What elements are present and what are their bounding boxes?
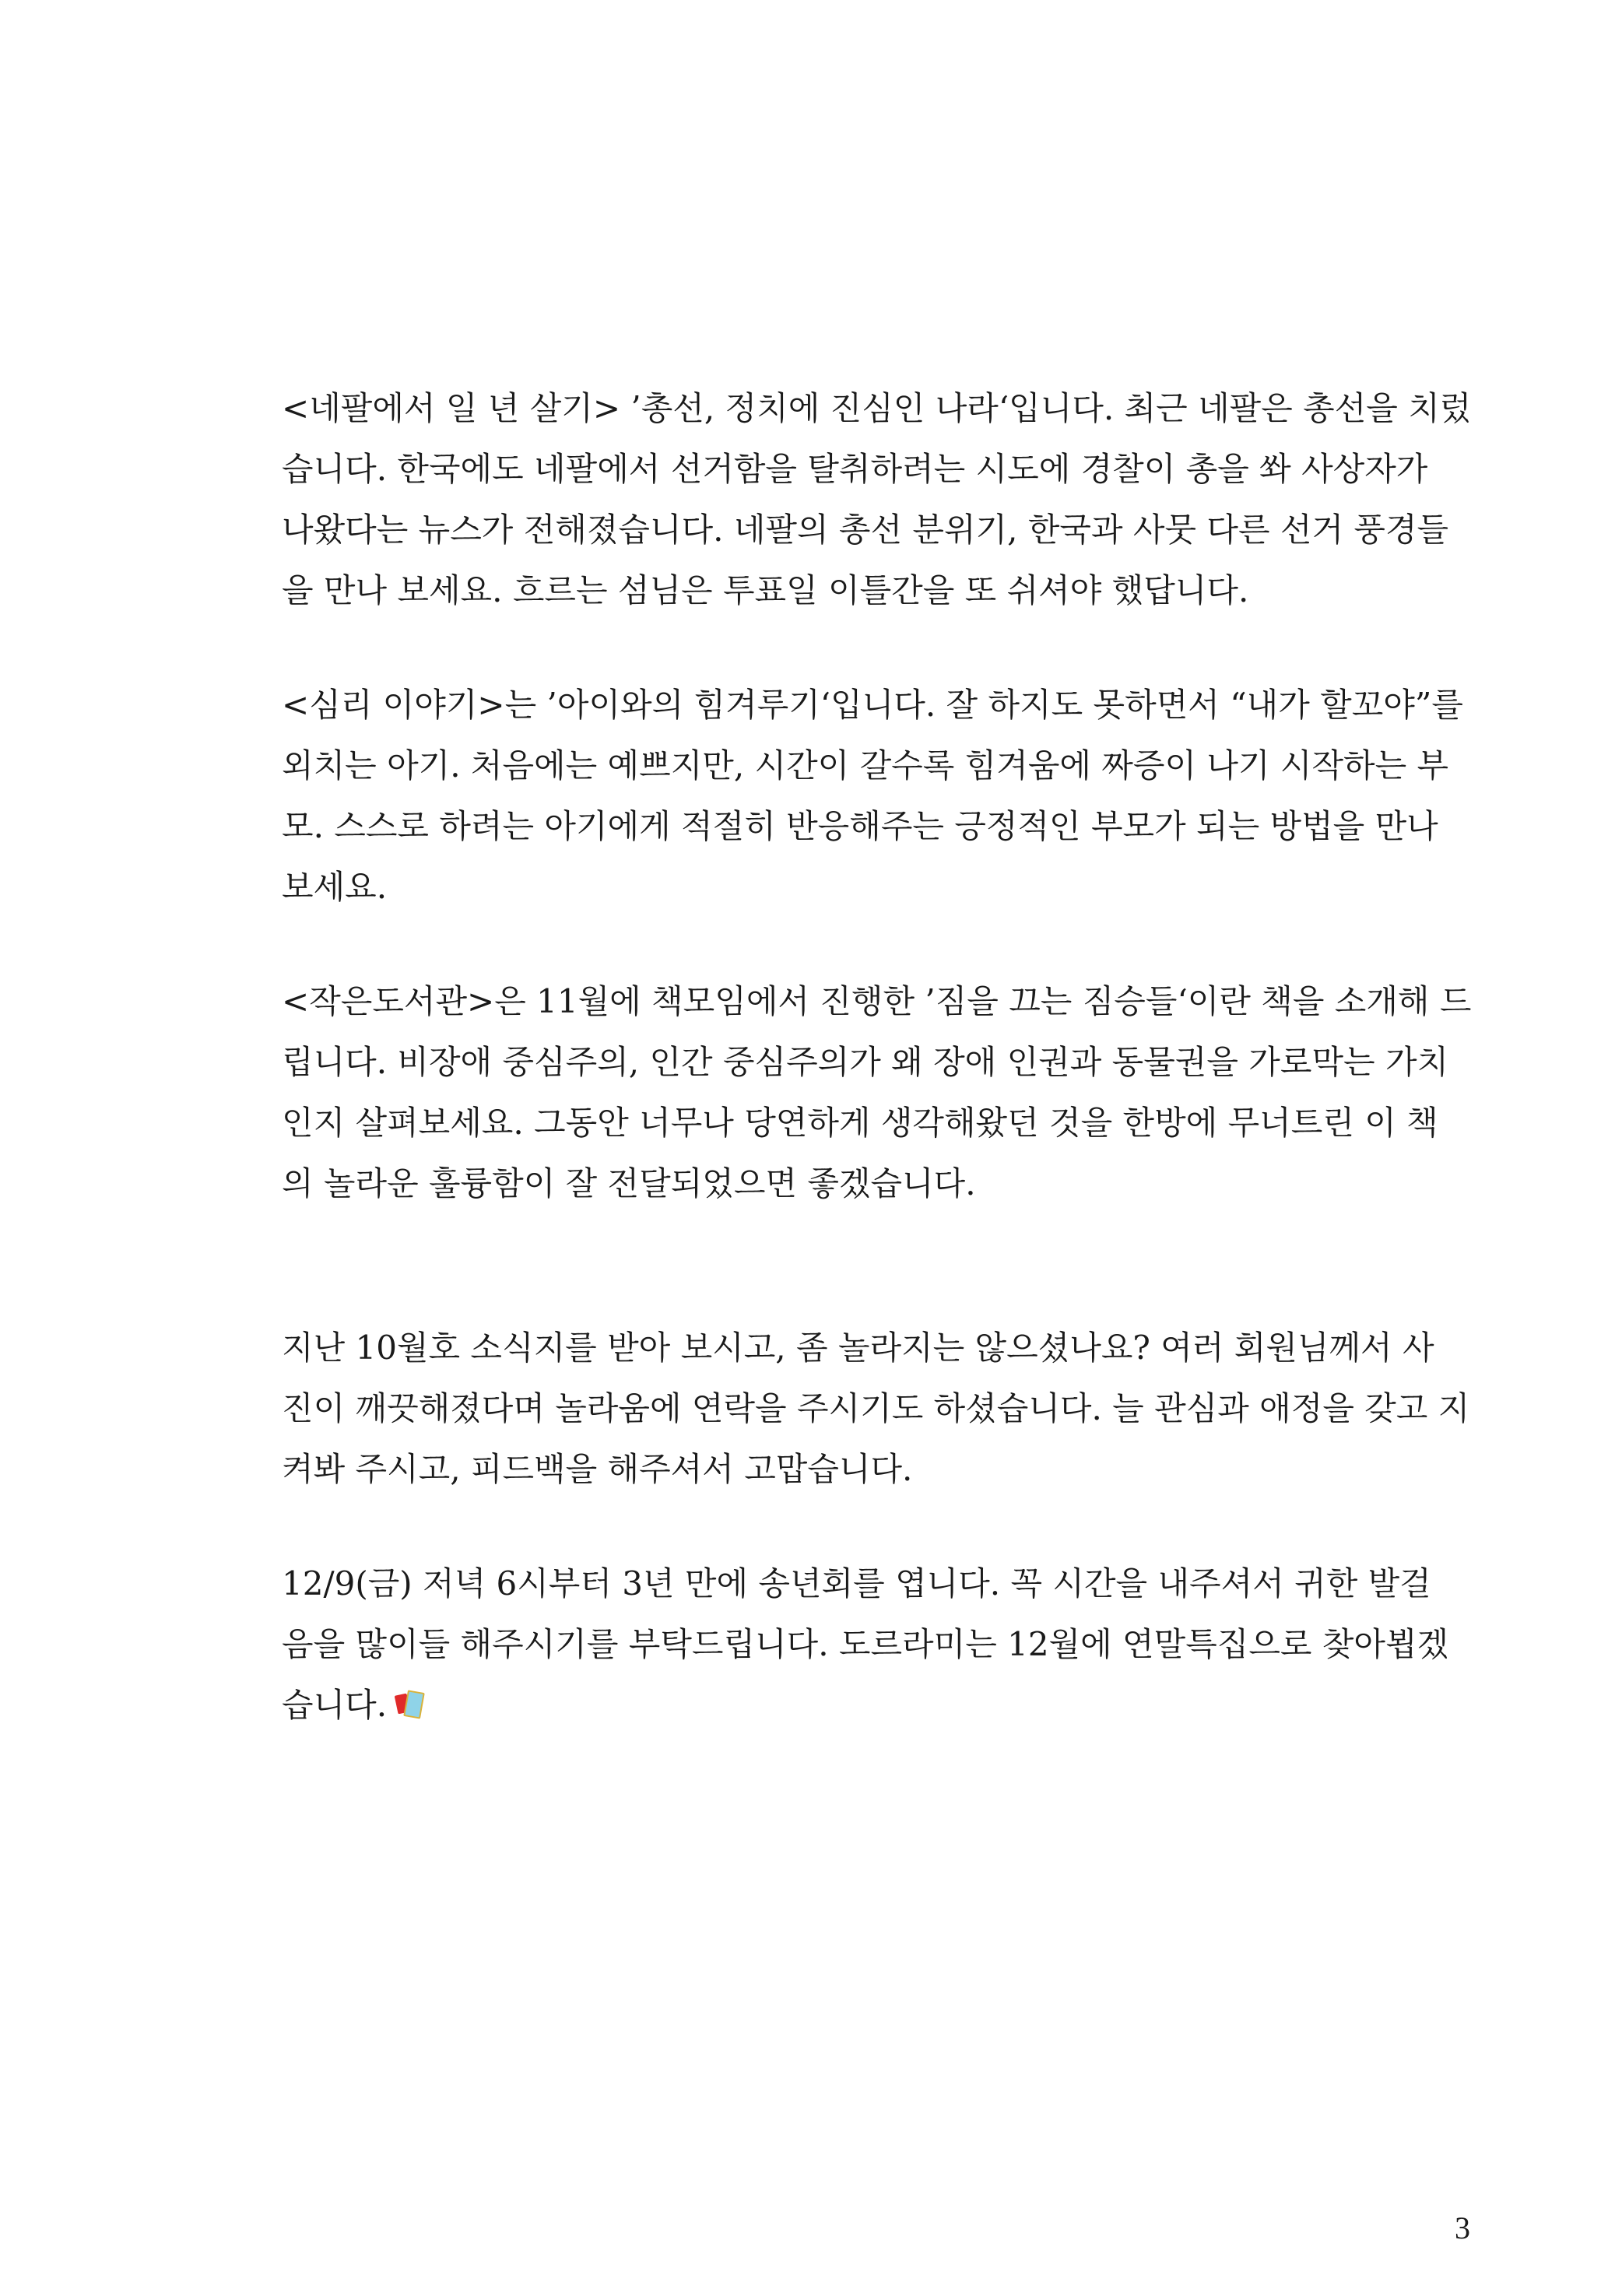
paragraph-5-line-2: 음을 많이들 해주시기를 부탁드립니다. 도르라미는 12월에 연말특집으로 찾아뵙겠 (282, 1625, 1449, 1663)
paragraph-2-line-3: 모. 스스로 하려는 아기에게 적절히 반응해주는 긍정적인 부모가 되는 방법을 만나 (282, 807, 1438, 845)
playing-cards-icon (395, 1688, 423, 1722)
paragraph-3-line-2: 립니다. 비장애 중심주의, 인간 중심주의가 왜 장애 인권과 동물권을 가로막는 가치 (282, 1043, 1449, 1081)
paragraph-5-line-3-text: 습니다. (282, 1686, 388, 1724)
paragraph-5-line-1: 12/9(금) 저녁 6시부터 3년 만에 송년회를 엽니다. 꼭 시간을 내주셔서 귀한 발걸 (282, 1564, 1431, 1603)
paragraph-2-line-2: 외치는 아기. 처음에는 예쁘지만, 시간이 갈수록 힘겨움에 짜증이 나기 시작하는 부 (282, 746, 1449, 785)
paragraph-2-line-1: <심리 이야기>는 ’아이와의 힘겨루기‘입니다. 잘 하지도 못하면서 “내가 할꼬야”를 (282, 686, 1463, 724)
page-number: 3 (1455, 2210, 1470, 2245)
paragraph-3-line-1: <작은도서관>은 11월에 책모임에서 진행한 ’짐을 끄는 짐승들‘이란 책을 소개해 드 (282, 982, 1472, 1020)
paragraph-3-line-3: 인지 살펴보세요. 그동안 너무나 당연하게 생각해왔던 것을 한방에 무너트린 이 책 (282, 1104, 1438, 1142)
paragraph-4-line-3: 켜봐 주시고, 피드백을 해주셔서 고맙습니다. (282, 1450, 913, 1488)
paragraph-1-line-4: 을 만나 보세요. 흐르는 섬님은 투표일 이틀간을 또 쉬셔야 했답니다. (282, 571, 1249, 609)
paragraph-3-line-4: 의 놀라운 훌륭함이 잘 전달되었으면 좋겠습니다. (282, 1164, 976, 1202)
paragraph-2-line-4: 보세요. (282, 868, 388, 906)
paragraph-5-line-3 (282, 1682, 1332, 1729)
paragraph-1-line-3: 나왔다는 뉴스가 전해졌습니다. 네팔의 총선 분위기, 한국과 사뭇 다른 선거 풍경들 (282, 511, 1449, 549)
paragraph-1-line-1: <네팔에서 일 년 살기> ’총선, 정치에 진심인 나라‘입니다. 최근 네팔은 총선을 치렀 (282, 389, 1472, 427)
paragraph-4-line-2: 진이 깨끗해졌다며 놀라움에 연락을 주시기도 하셨습니다. 늘 관심과 애정을 갖고 지 (282, 1389, 1470, 1427)
paragraph-4-line-1: 지난 10월호 소식지를 받아 보시고, 좀 놀라지는 않으셨나요? 여러 회원님께서 사 (282, 1329, 1434, 1367)
paragraph-1-line-2: 습니다. 한국에도 네팔에서 선거함을 탈취하려는 시도에 경찰이 총을 쏴 사상자가 (282, 450, 1428, 488)
